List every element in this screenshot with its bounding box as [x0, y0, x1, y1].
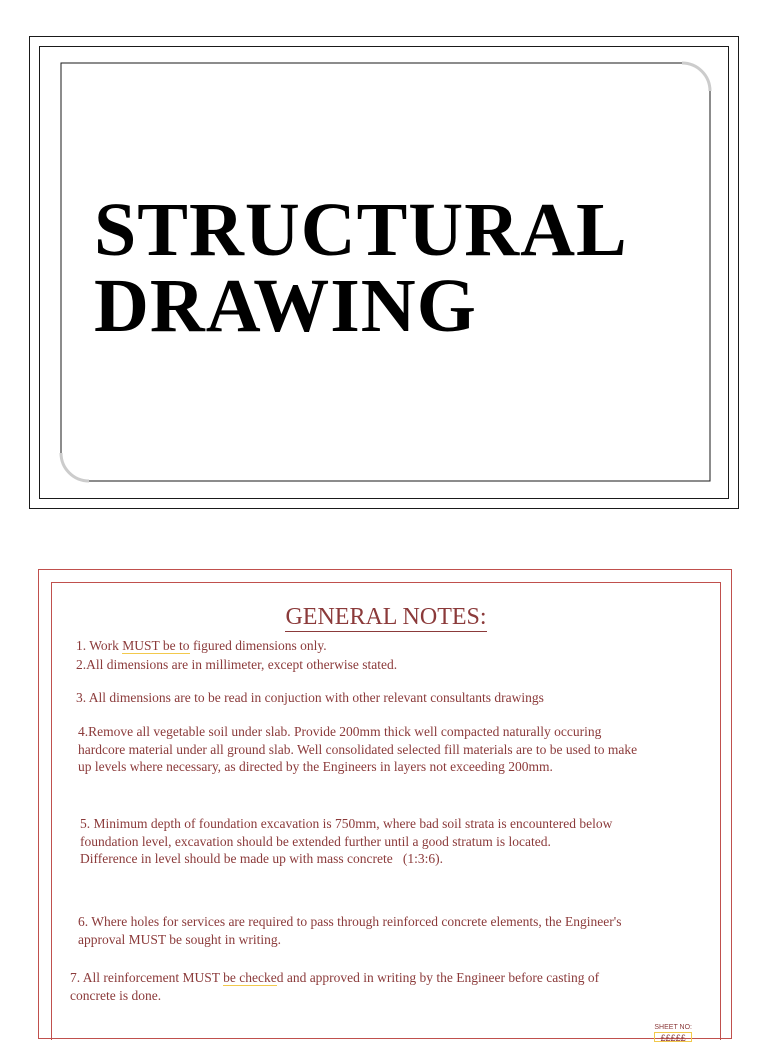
note-1: [76, 637, 327, 655]
note-1-highlight: MUST be to: [122, 638, 190, 653]
note-6: 6. Where holes for services are required to pass through reinforced concrete elements, the Engineer's approval MUST be sought in writing.: [78, 914, 622, 947]
note-5: 5. Minimum depth of foundation excavation is 750mm, where bad soil strata is encountered below foundation level, excavation should be extended further until a good stratum is located. Difference in level should be made up with mass concrete (1:3:6).: [80, 816, 613, 866]
title-line-1: STRUCTURAL: [94, 188, 628, 272]
title-heading: [94, 188, 628, 348]
notes-sheet-inner-border: [51, 582, 721, 1040]
notes-sheet: [38, 569, 732, 1042]
note-3: 3. All dimensions are to be read in conjuction with other relevant consultants drawings: [76, 690, 544, 705]
note-7-text-c: concrete is done.: [70, 987, 162, 1003]
sheet-number-label: SHEET NO:: [654, 1024, 692, 1031]
title-line-2: DRAWING: [94, 264, 477, 348]
note-2: 2.All dimensions are in millimeter, except otherwise stated.: [76, 657, 398, 672]
notes-heading-text: GENERAL NOTES:: [285, 604, 487, 630]
note-7-text-b: d and approved in writing by the Engineer before casting of: [276, 970, 600, 985]
notes-heading: [52, 603, 720, 631]
note-7-highlight: be checke: [223, 970, 277, 985]
note-7-text-a: 7. All reinforcement MUST: [70, 970, 224, 985]
sheet-number-value: £££££: [654, 1032, 692, 1042]
title-sheet: [29, 36, 739, 509]
note-4: 4.Remove all vegetable soil under slab. Provide 200mm thick well compacted naturally occuring hardcore material under all ground slab. Well consolidated selected fill materials are to be used to make up levels where necessary, as directed by the Engineers in layers not exceeding 200mm.: [78, 724, 638, 774]
note-1-text-b: figured dimensions only.: [189, 638, 327, 653]
note-7: [70, 969, 599, 1004]
sheet-number-block: [654, 1024, 692, 1042]
note-1-text-a: 1. Work: [76, 638, 123, 653]
